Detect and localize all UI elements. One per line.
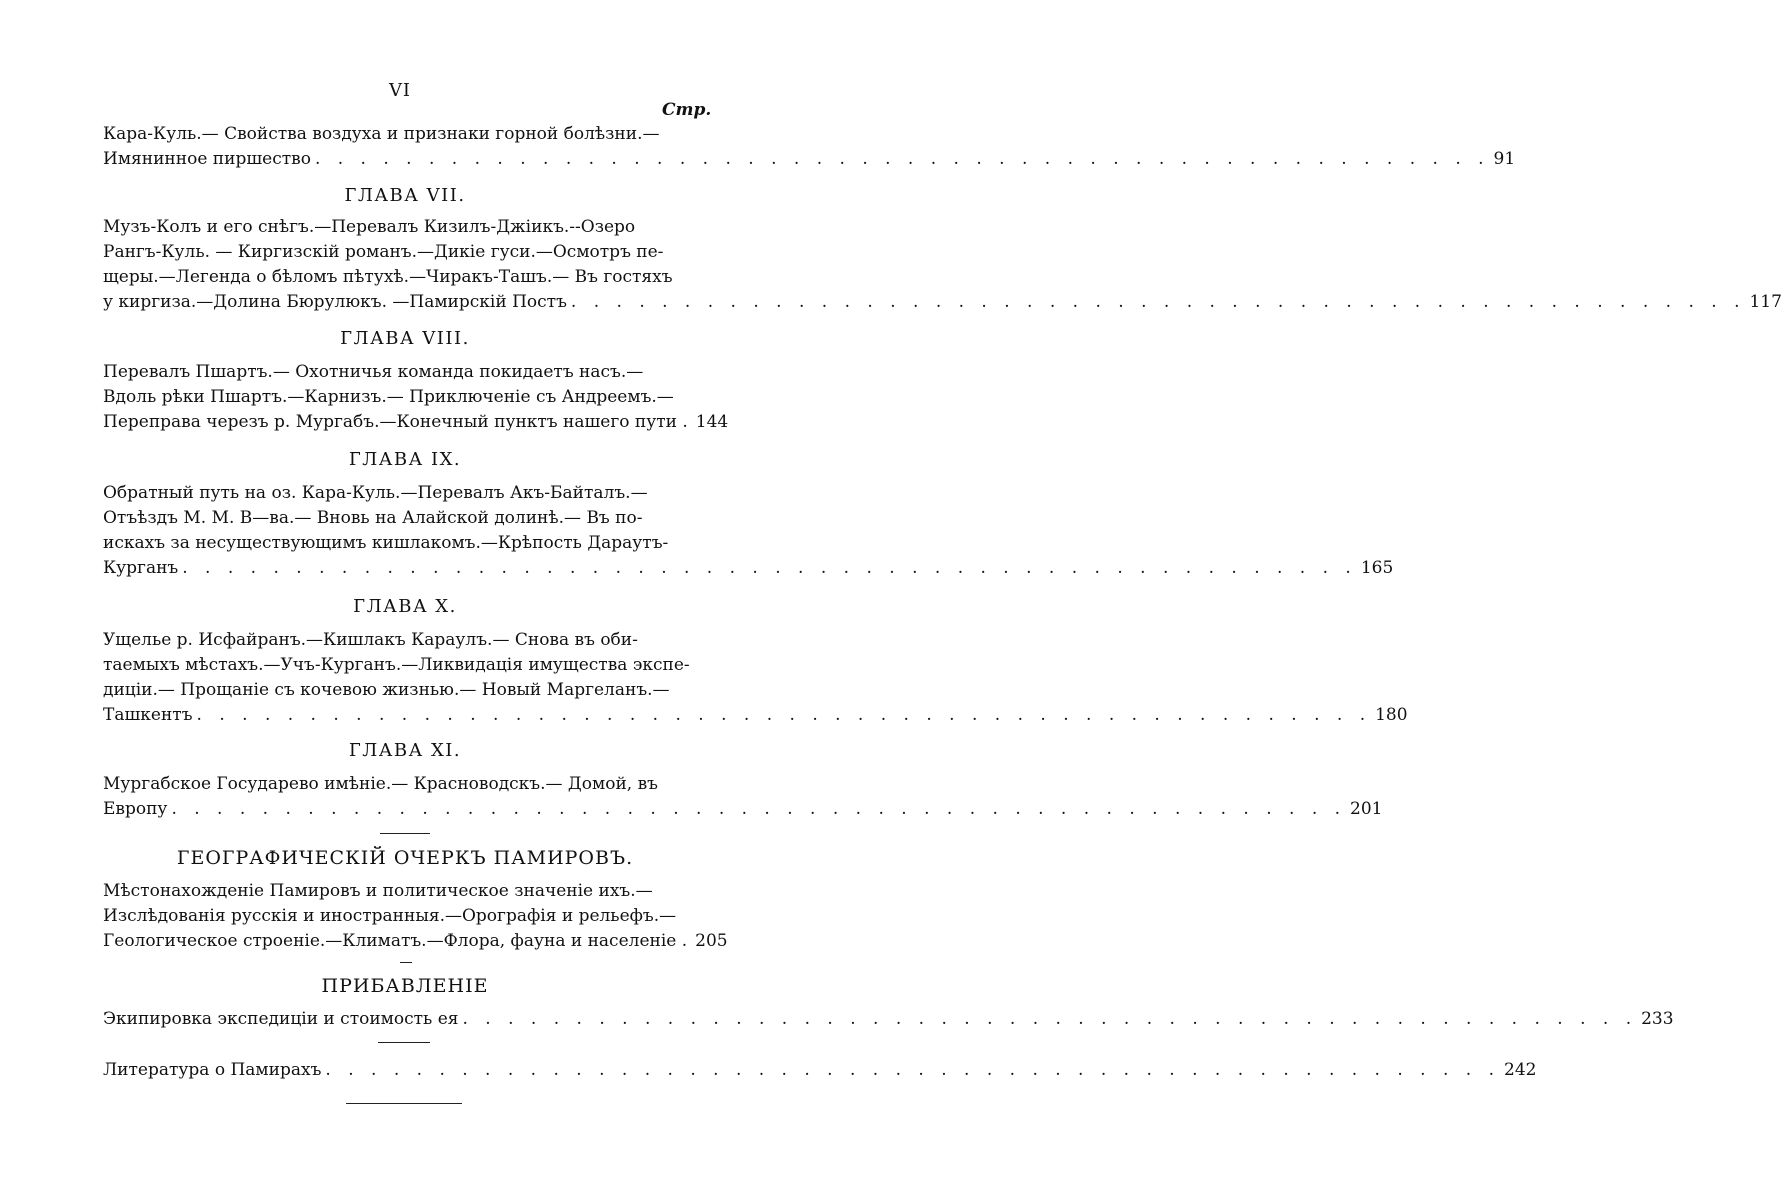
toc-line: Кара-Куль.— Свойства воздуха и признаки горной болѣзни.— [103, 124, 660, 144]
toc-line: щеры.—Легенда о бѣломъ пѣтухѣ.—Чиракъ-Ташъ.— Въ гостяхъ [103, 267, 673, 287]
page-column-label: Стр. [662, 100, 712, 120]
toc-entry-last-line [103, 1059, 1537, 1081]
toc-line: Геологическое строенiе.—Климатъ.—Флора, фауна и населенiе . [103, 931, 688, 951]
toc-page-ref: 205 [695, 931, 728, 951]
toc-line: таемыхъ мѣстахъ.—Учъ-Курганъ.—Ликвидацiя имущества экспе- [103, 655, 690, 675]
toc-line: Рангъ-Куль. — Киргизскiй романъ.—Дикiе гуси.—Осмотръ пе- [103, 242, 664, 262]
toc-line: Ташкентъ [103, 705, 193, 725]
section-divider [380, 833, 430, 834]
toc-entry-last-line [103, 798, 1383, 820]
toc-line: у киргиза.—Долина Бюрулюкъ. —Памирскiй Постъ [103, 292, 567, 312]
toc-entry-last-line [103, 411, 729, 433]
toc-page-ref: 144 [695, 412, 729, 432]
dot-leader: . . . . . . . . . . . . . . . . . . . . . . . . . . . . . . . . . . . . . . . . . . . . . . . . . . . . [570, 292, 1746, 312]
end-divider [346, 1103, 462, 1104]
toc-entry-last-line [103, 557, 1394, 579]
section-heading: ПРИБАВЛЕНIЕ [321, 975, 489, 997]
toc-line: Литература о Памирахъ [103, 1060, 322, 1080]
small-divider [400, 962, 412, 963]
toc-entry-last-line [103, 148, 1516, 170]
toc-line: Экипировка экспедицiи и стоимость ея [103, 1009, 459, 1029]
dot-leader: . . . . . . . . . . . . . . . . . . . . . . . . . . . . . . . . . . . . . . . . . . . . . . . . . . . . [462, 1009, 1638, 1029]
dot-leader: . . . . . . . . . . . . . . . . . . . . . . . . . . . . . . . . . . . . . . . . . . . . . . . . . . . . [314, 149, 1490, 169]
toc-line: искахъ за несуществующимъ кишлакомъ.—Крѣпость Дараутъ- [103, 533, 669, 553]
dot-leader: . . . . . . . . . . . . . . . . . . . . . . . . . . . . . . . . . . . . . . . . . . . . . . . . . . . . [325, 1060, 1500, 1080]
toc-line: Переправа черезъ р. Мургабъ.—Конечный пунктъ нашего пути . [103, 412, 688, 432]
toc-line: Ущелье р. Исфайранъ.—Кишлакъ Караулъ.— Снова въ оби- [103, 630, 638, 650]
toc-line: Отъѣздъ М. М. В—ва.— Вновь на Алайской долинѣ.— Въ по- [103, 508, 643, 528]
dot-leader: . . . . . . . . . . . . . . . . . . . . . . . . . . . . . . . . . . . . . . . . . . . . . . . . . . . . [171, 799, 1347, 819]
section-heading: ГЕОГРАФИЧЕСКIЙ ОЧЕРКЪ ПАМИРОВЪ. [176, 847, 634, 869]
toc-line: Курганъ [103, 558, 179, 578]
chapter-heading: ГЛАВА IX. [348, 449, 462, 470]
toc-line: Музъ-Колъ и его снѣгъ.—Перевалъ Кизилъ-Джiикъ.--Озеро [103, 217, 636, 237]
toc-page-ref: 180 [1375, 705, 1408, 725]
toc-line: Перевалъ Пшартъ.— Охотничья команда покидаетъ насъ.— [103, 362, 644, 382]
section-divider [378, 1042, 430, 1043]
toc-line: Мѣстонахожденiе Памировъ и политическое значенiе ихъ.— [103, 881, 653, 901]
chapter-heading: ГЛАВА XI. [348, 740, 462, 761]
dot-leader: . . . . . . . . . . . . . . . . . . . . . . . . . . . . . . . . . . . . . . . . . . . . . . . . . . . . [196, 705, 1372, 725]
toc-line: дицiи.— Прощанiе съ кочевою жизнью.— Новый Маргеланъ.— [103, 680, 670, 700]
page-number: VI [388, 80, 412, 101]
toc-page-ref: 242 [1504, 1060, 1537, 1080]
toc-line: Имянинное пиршество [103, 149, 311, 169]
toc-page-ref: 201 [1350, 799, 1383, 819]
toc-line: Вдоль рѣки Пшартъ.—Карнизъ.— Приключенiе съ Андреемъ.— [103, 387, 674, 407]
toc-page-ref: 91 [1493, 149, 1516, 169]
toc-line: Мургабское Государево имѣнiе.— Красноводскъ.— Домой, въ [103, 774, 658, 794]
toc-line: Изслѣдованiя русскiя и иностранныя.—Орографiя и рельефъ.— [103, 906, 677, 926]
chapter-heading: ГЛАВА VIII. [340, 328, 470, 349]
toc-line: Европу [103, 799, 168, 819]
toc-entry-last-line [103, 704, 1408, 726]
toc-entry-last-line [103, 291, 1782, 313]
dot-leader: . . . . . . . . . . . . . . . . . . . . . . . . . . . . . . . . . . . . . . . . . . . . . . . . . . . . [182, 558, 1357, 578]
toc-line: Обратный путь на оз. Кара-Куль.—Перевалъ Акъ-Байталъ.— [103, 483, 648, 503]
toc-page-ref: 117 [1749, 292, 1782, 312]
chapter-heading: ГЛАВА X. [353, 596, 457, 617]
toc-entry-last-line [103, 1008, 1674, 1030]
chapter-heading: ГЛАВА VII. [344, 185, 466, 206]
toc-page-ref: 233 [1641, 1009, 1674, 1029]
toc-page-ref: 165 [1360, 558, 1394, 578]
toc-entry-last-line [103, 930, 728, 952]
